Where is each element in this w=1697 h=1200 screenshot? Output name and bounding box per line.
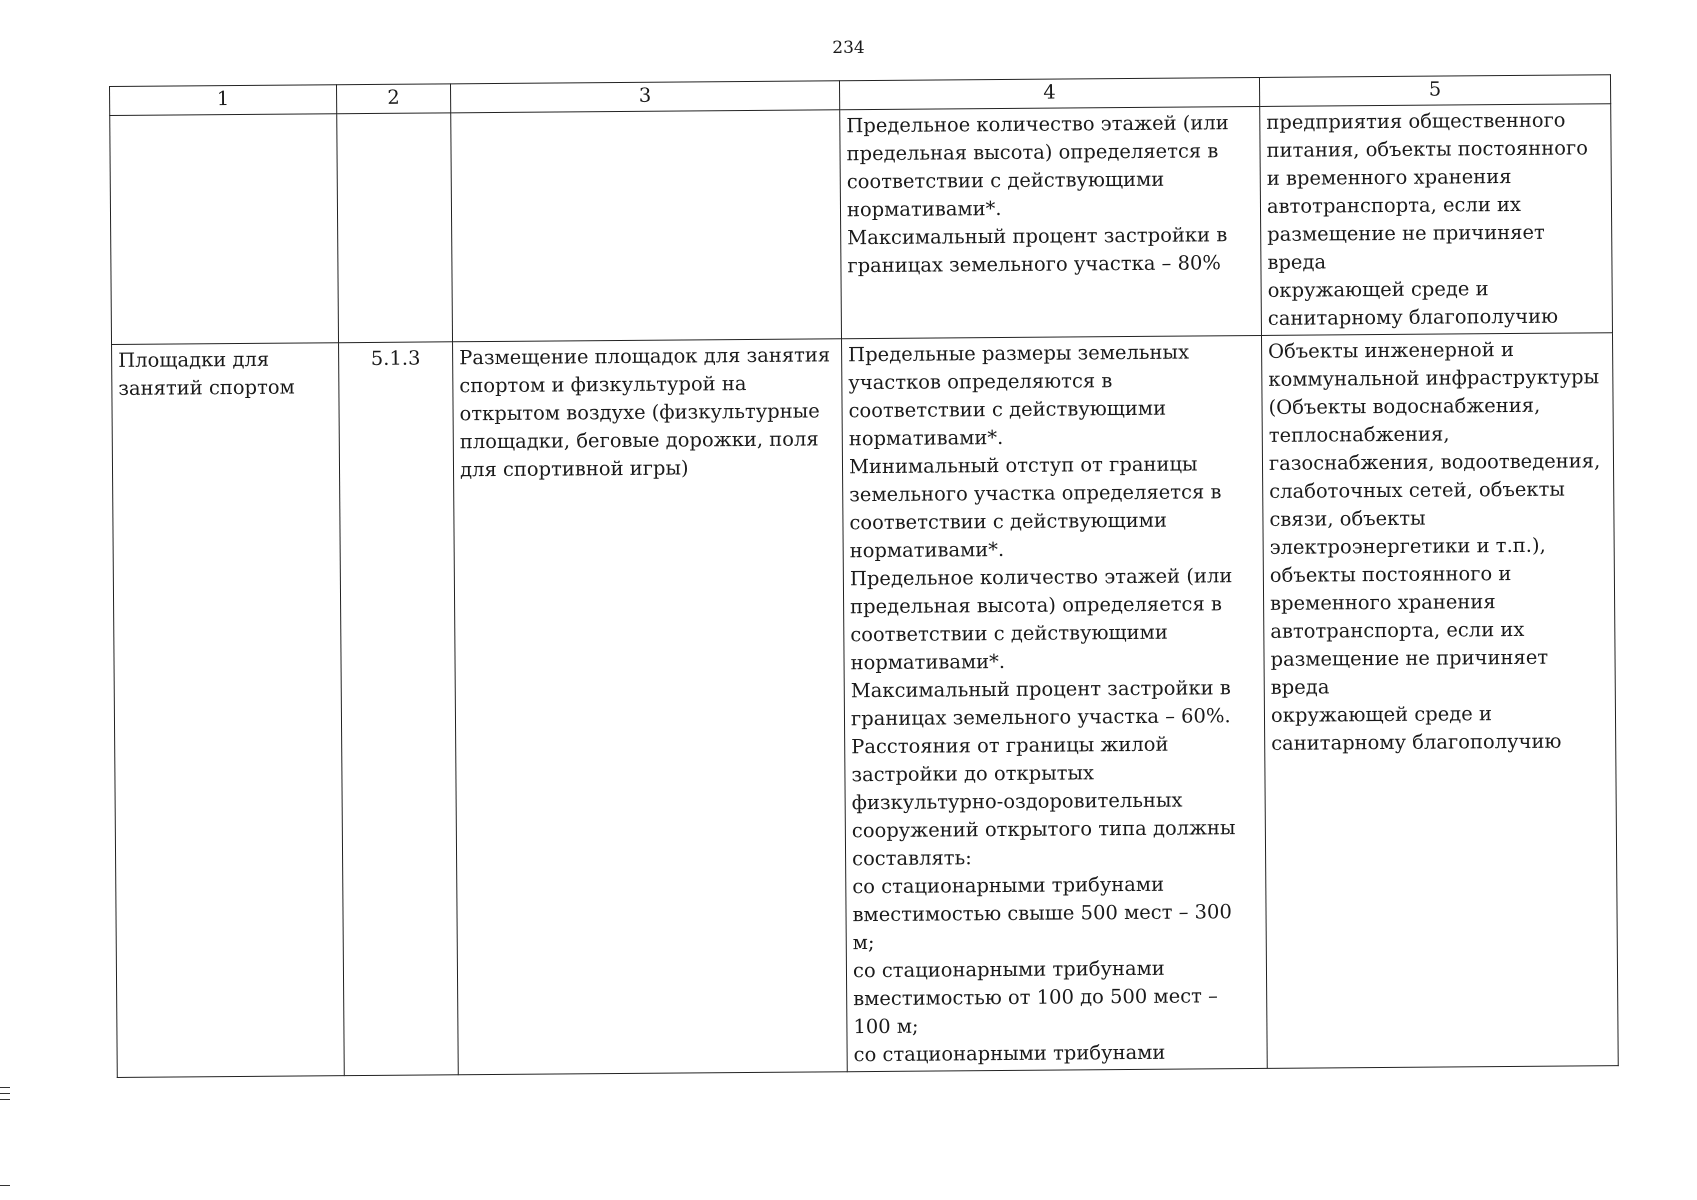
row-related: Объекты инженерной и коммунальной инфраструктуры (Объекты водоснабжения, теплоснабжения, газоснабжения, водоотведения, слаботочных сетей, объекты связи, объекты электроэнергетики и т.п.), объекты постоянного и временного хранения автотранспорта, если их размещение не причиняет вреда окружающей среде и санитарному благополучию (1268, 337, 1601, 755)
table-row (112, 333, 1619, 1078)
table-row (110, 104, 1613, 345)
row-related-cell (1261, 333, 1618, 1069)
scan-edge-mark (0, 1087, 10, 1088)
row-description (457, 112, 833, 115)
row-parameters: Предельные размеры земельных участков определяются в соответствии с действующими нормативами*. Минимальный отступ от границы земельного участка определяется в соответствии с действующими нормативами*. Предельное количество этажей (или предельная высота) определяется в соответствии с действующими нормативами*. Максимальный процент застройки в границах земельного участка – 60%. Расстояния от границы жилой застройки до открытых физкультурно-оздоровительных сооружений открытого типа должны составлять: со стационарными трибунами вместимостью свыше 500 мест – 300 м; со стационарными трибунами вместимостью от 100 до 500 мест – 100 м; со стационарными трибунами (848, 340, 1236, 1067)
column-header-3: 3 (450, 81, 839, 113)
row-related: предприятия общественного питания, объекты постоянного и временного хранения автотранспорта, если их размещение не причиняет вреда окружающей среде и санитарному благополучию (1266, 108, 1589, 330)
row-description: Размещение площадок для занятия спортом и физкультурой на открытом воздухе (физкультурные площадки, беговые дорожки, поля для спортивной игры) (459, 343, 831, 482)
row-code: 5.1.3 (370, 346, 421, 370)
column-header-2: 2 (336, 84, 450, 114)
column-header-1: 1 (110, 85, 337, 116)
zoning-table (109, 74, 1619, 1078)
row-parameters: Предельное количество этажей (или предельная высота) определяется в соответствии с действующими нормативами*. Максимальный процент застройки в границах земельного участка – 80% (846, 111, 1229, 278)
column-header-4: 4 (839, 77, 1259, 109)
page-number: 234 (832, 38, 865, 58)
row-name: Площадки для занятий спортом (118, 347, 295, 400)
row-code (343, 115, 444, 116)
row-code-cell (339, 342, 459, 1076)
scan-edge-mark (0, 1185, 10, 1186)
row-parameters-cell (842, 335, 1268, 1071)
row-parameters-cell (840, 106, 1262, 338)
column-header-5: 5 (1259, 75, 1610, 107)
row-name-cell (112, 343, 345, 1078)
row-related-cell (1260, 104, 1613, 336)
scan-edge-mark (0, 1093, 10, 1094)
row-name (116, 116, 330, 118)
scan-edge-mark (0, 1099, 10, 1100)
row-code-cell (337, 113, 453, 343)
row-name-cell (110, 114, 339, 345)
row-description-cell (451, 110, 842, 342)
row-description-cell (453, 339, 848, 1075)
